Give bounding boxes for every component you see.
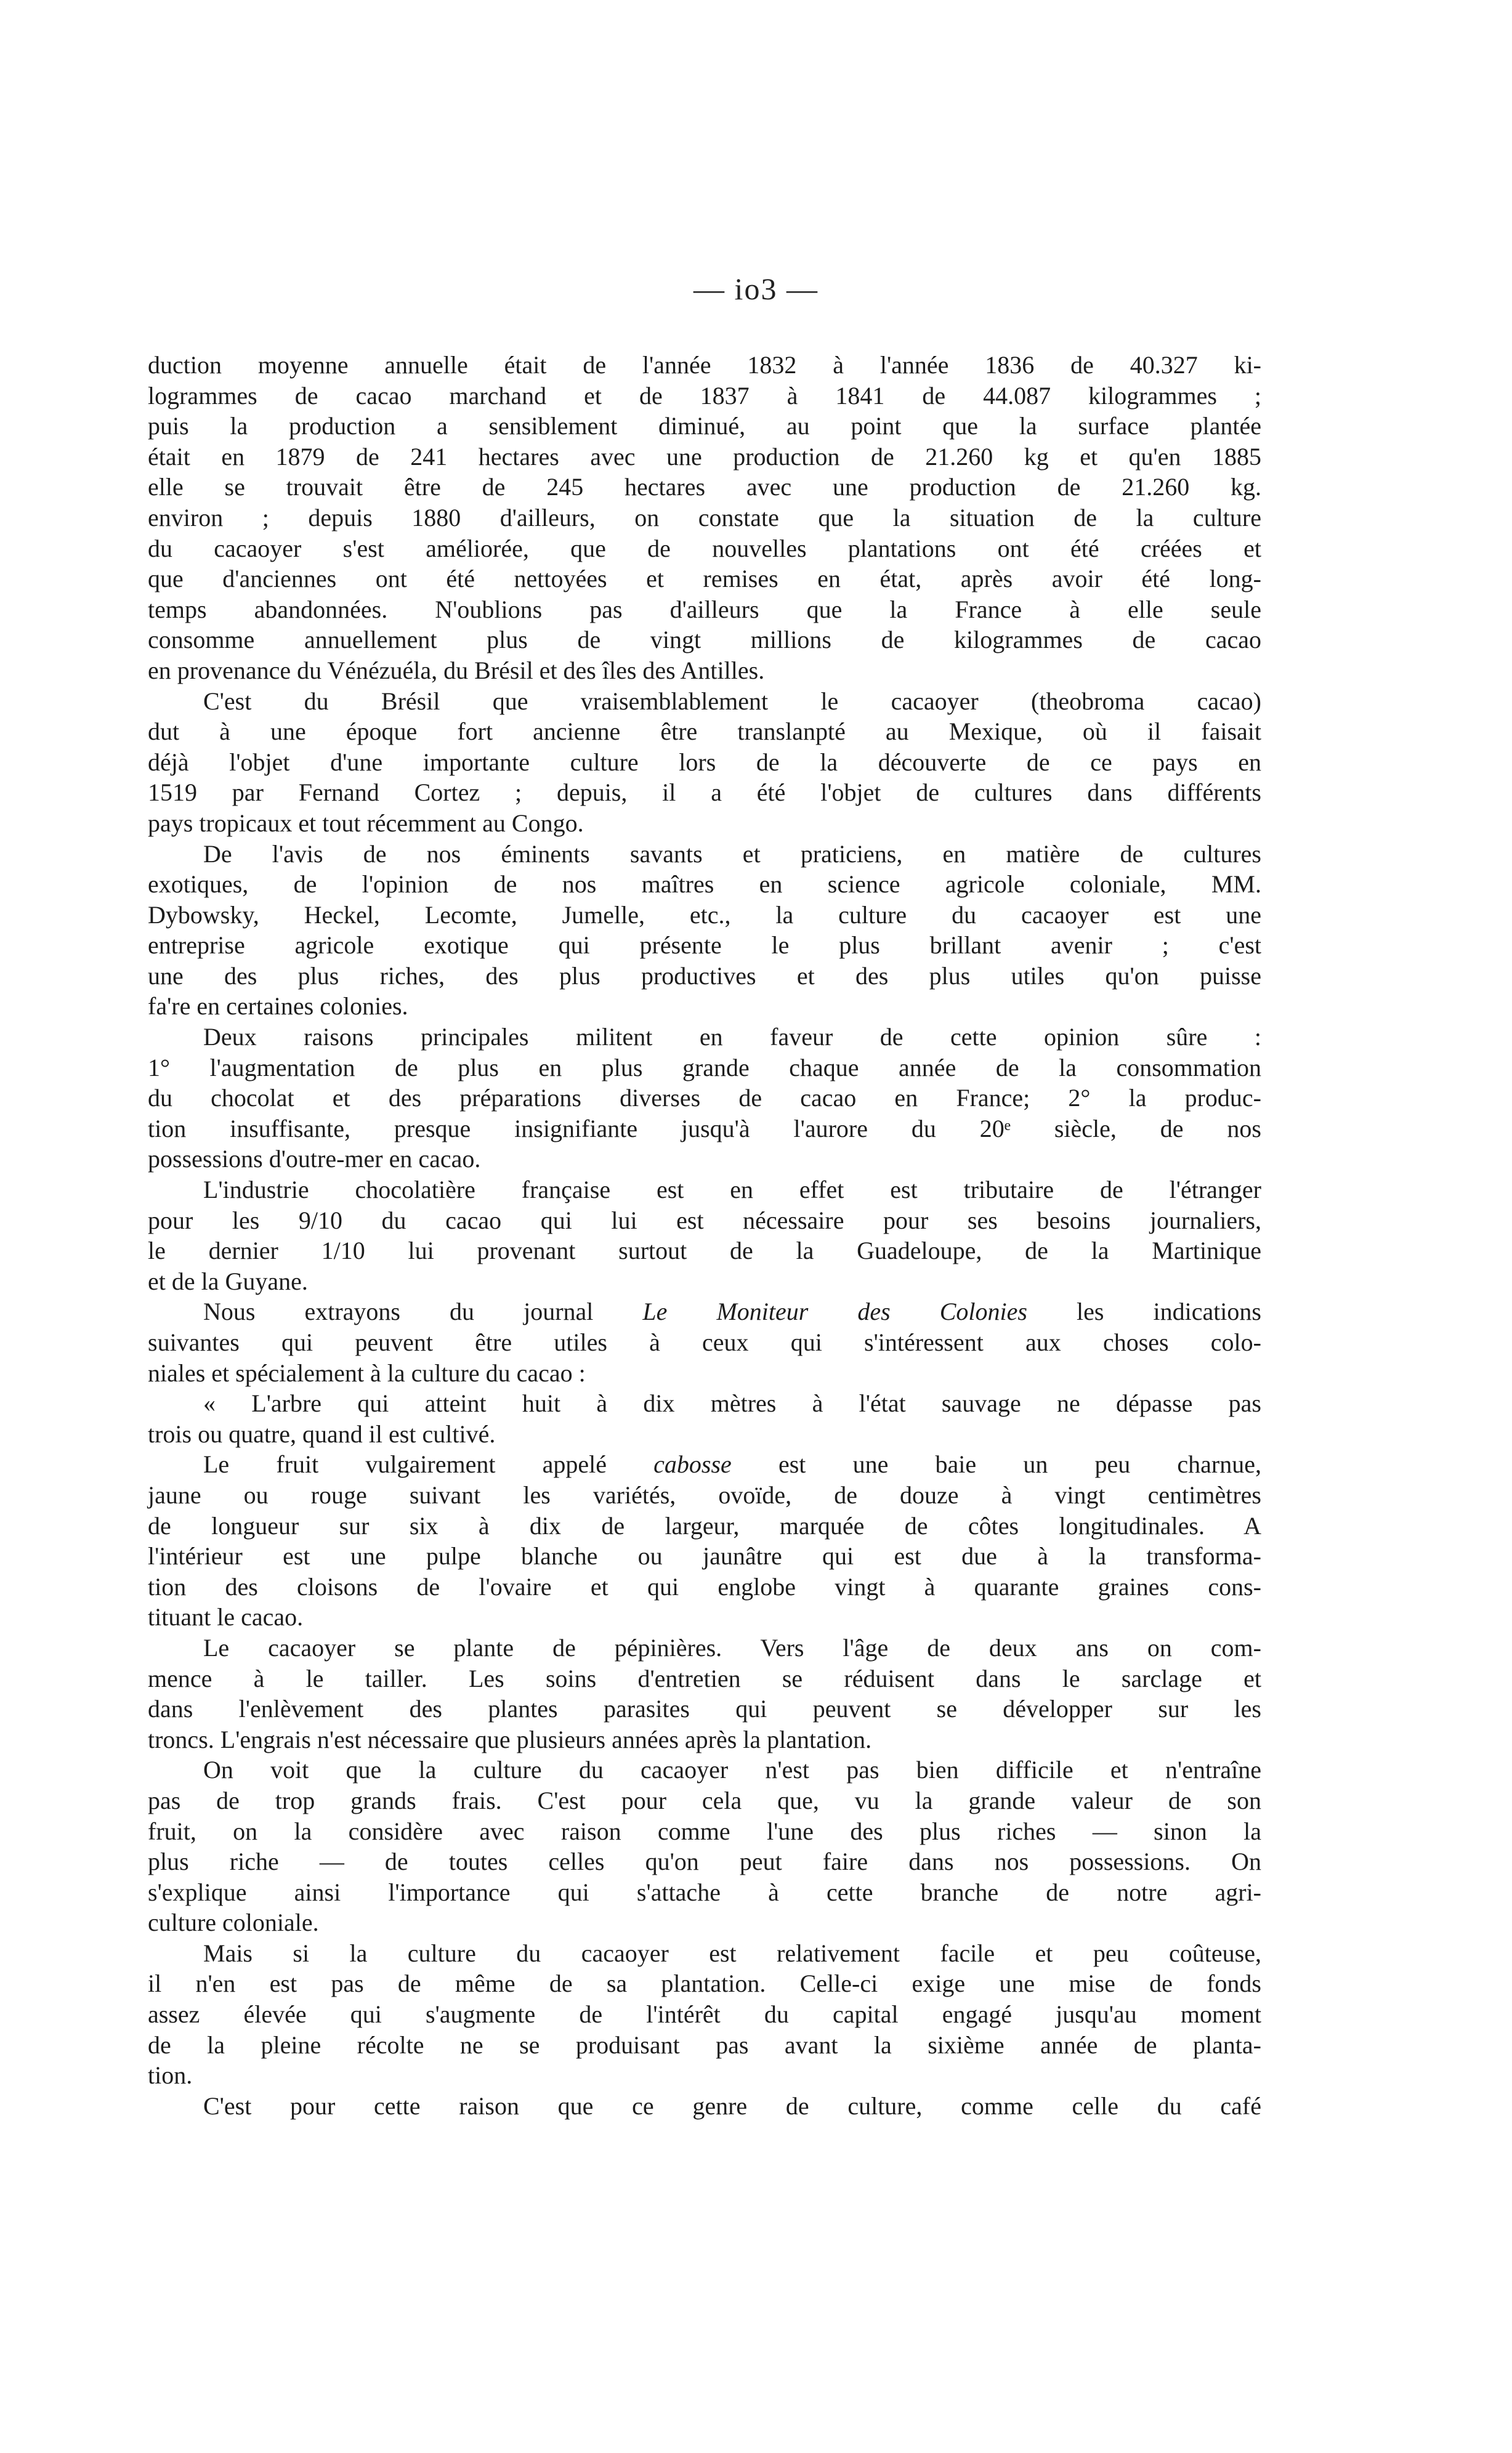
text-line: L'industrie chocolatière française est en effet est tributaire de l'étranger (203, 1176, 1261, 1204)
text-line: duction moyenne annuelle était de l'année 1832 à l'année 1836 de 40.327 ki- (148, 351, 1261, 379)
text-line: fa're en certaines colonies. (148, 992, 408, 1020)
text-line: plus riche — de toutes celles qu'on peut faire dans nos possessions. On (148, 1848, 1261, 1876)
text-line: De l'avis de nos éminents savants et praticiens, en matière de cultures (203, 839, 1261, 868)
text-line: pas de trop grands frais. C'est pour cela que, vu la grande valeur de son (148, 1786, 1261, 1814)
text-line: du cacaoyer s'est améliorée, que de nouvelles plantations ont été créées et (148, 534, 1261, 562)
text-line: suivantes qui peuvent être utiles à ceux qui s'intéressent aux choses colo- (148, 1328, 1261, 1356)
text-line: puis la production a sensiblement diminué, au point que la surface plantée (148, 412, 1261, 440)
text-line: dans l'enlèvement des plantes parasites qui peuvent se développer sur les (148, 1695, 1261, 1723)
text-line: Dybowsky, Heckel, Lecomte, Jumelle, etc., la culture du cacaoyer est une (148, 900, 1261, 929)
text-line: temps abandonnées. N'oublions pas d'ailleurs que la France à elle seule (148, 595, 1261, 623)
text-line: déjà l'objet d'une importante culture lors de la découverte de ce pays en (148, 748, 1261, 776)
text-line: mence à le tailler. Les soins d'entretien se réduisent dans le sarclage et (148, 1664, 1261, 1692)
text-line: Nous extrayons du journal Le Moniteur des Colonies les indications (203, 1298, 1261, 1326)
text-line: tion. (148, 2061, 193, 2090)
text-line: « L'arbre qui atteint huit à dix mètres à l'état sauvage ne dépasse pas (203, 1389, 1261, 1418)
text-line: de longueur sur six à dix de largeur, marquée de côtes longitudinales. A (148, 1511, 1261, 1540)
text-line: Mais si la culture du cacaoyer est relativement facile et peu coûteuse, (203, 1939, 1261, 1967)
text-line: jaune ou rouge suivant les variétés, ovoïde, de douze à vingt centimètres (148, 1481, 1261, 1509)
body-text (148, 350, 1261, 2121)
text-line: assez élevée qui s'augmente de l'intérêt du capital engagé jusqu'au moment (148, 2000, 1261, 2029)
text-line: 1519 par Fernand Cortez ; depuis, il a été l'objet de cultures dans différents (148, 778, 1261, 807)
text-line: en provenance du Vénézuéla, du Brésil et des îles des Antilles. (148, 656, 765, 684)
text-line: C'est du Brésil que vraisemblablement le cacaoyer (theobroma cacao) (203, 687, 1261, 715)
text-line: elle se trouvait être de 245 hectares avec une production de 21.260 kg. (148, 473, 1261, 501)
text-line: l'intérieur est une pulpe blanche ou jaunâtre qui est due à la transforma- (148, 1542, 1261, 1570)
text-line: Le fruit vulgairement appelé cabosse est une baie un peu charnue, (203, 1450, 1261, 1479)
text-line: tituant le cacao. (148, 1603, 304, 1631)
text-line: le dernier 1/10 lui provenant surtout de la Guadeloupe, de la Martinique (148, 1237, 1261, 1265)
text-line: entreprise agricole exotique qui présente le plus brillant avenir ; c'est (148, 931, 1261, 960)
text-line: une des plus riches, des plus productives et des plus utiles qu'on puisse (148, 961, 1261, 990)
text-line: Le cacaoyer se plante de pépinières. Vers l'âge de deux ans on com- (203, 1633, 1261, 1662)
text-line: de la pleine récolte ne se produisant pas avant la sixième année de planta- (148, 2031, 1261, 2059)
text-line: dut à une époque fort ancienne être translanpté au Mexique, où il faisait (148, 717, 1261, 746)
text-line: Deux raisons principales militent en faveur de cette opinion sûre : (203, 1023, 1261, 1051)
text-line: consomme annuellement plus de vingt millions de kilogrammes de cacao (148, 626, 1261, 654)
text-line: environ ; depuis 1880 d'ailleurs, on constate que la situation de la culture (148, 503, 1261, 531)
text-line: que d'anciennes ont été nettoyées et remises en état, après avoir été long- (148, 565, 1261, 593)
text-line: trois ou quatre, quand il est cultivé. (148, 1420, 496, 1448)
text-line: logrammes de cacao marchand et de 1837 à 1841 de 44.087 kilogrammes ; (148, 381, 1261, 410)
text-line: possessions d'outre-mer en cacao. (148, 1145, 481, 1173)
text-line: niales et spécialement à la culture du cacao : (148, 1359, 586, 1387)
text-line: tion insuffisante, presque insignifiante jusqu'à l'aurore du 20ᵉ siècle, de nos (148, 1114, 1261, 1142)
text-line: culture coloniale. (148, 1909, 319, 1937)
text-line: troncs. L'engrais n'est nécessaire que plusieurs années après la plantation. (148, 1725, 872, 1753)
text-line: pour les 9/10 du cacao qui lui est nécessaire pour ses besoins journaliers, (148, 1206, 1261, 1234)
text-line: 1° l'augmentation de plus en plus grande chaque année de la consommation (148, 1053, 1261, 1081)
text-line: fruit, on la considère avec raison comme l'une des plus riches — sinon la (148, 1817, 1261, 1845)
page-number: — io3 — (693, 272, 819, 306)
text-line: et de la Guyane. (148, 1267, 308, 1295)
text-line: exotiques, de l'opinion de nos maîtres en science agricole coloniale, MM. (148, 870, 1261, 899)
text-line: s'explique ainsi l'importance qui s'attache à cette branche de notre agri- (148, 1878, 1261, 1906)
italic-term: Le Moniteur des Colonies (642, 1298, 1027, 1326)
text-line: On voit que la culture du cacaoyer n'est pas bien difficile et n'entraîne (203, 1756, 1261, 1784)
text-line: tion des cloisons de l'ovaire et qui englobe vingt à quarante graines cons- (148, 1572, 1261, 1601)
text-line: il n'en est pas de même de sa plantation. Celle-ci exige une mise de fonds (148, 1970, 1261, 1998)
text-line: C'est pour cette raison que ce genre de culture, comme celle du café (203, 2091, 1261, 2120)
text-line: du chocolat et des préparations diverses de cacao en France; 2° la produc- (148, 1084, 1261, 1112)
text-line: était en 1879 de 241 hectares avec une production de 21.260 kg et qu'en 1885 (148, 442, 1261, 471)
text-line: pays tropicaux et tout récemment au Congo. (148, 809, 584, 837)
italic-term: cabosse (653, 1450, 732, 1479)
